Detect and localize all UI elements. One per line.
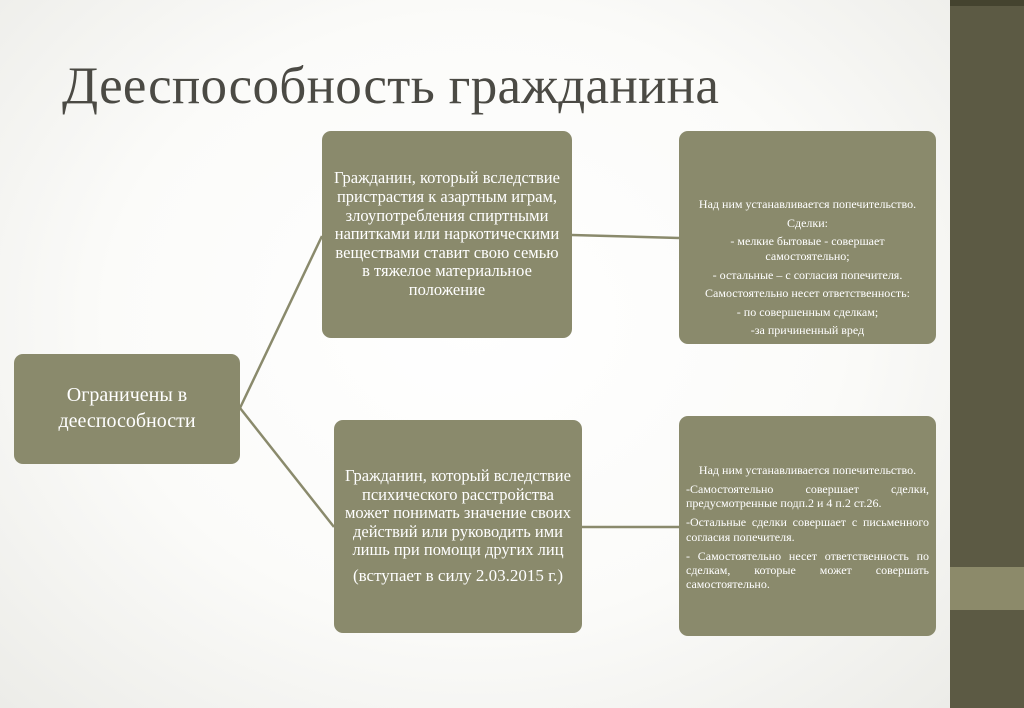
root-node xyxy=(14,354,240,464)
effective-date-note: (вступает в силу 2.03.2015 г.) xyxy=(352,565,564,585)
slide-title: Дееспособность гражданина xyxy=(62,57,720,115)
consequence-line: - Самостоятельно несет ответственность по сделкам, которые может совершать самостоятельно. xyxy=(686,548,929,591)
consequence-line: Самостоятельно несет ответственность: xyxy=(705,286,910,301)
consequence-line: - мелкие бытовые - совершает самостоятельно; xyxy=(730,234,885,263)
root-node-text: Ограничены в дееспособности xyxy=(58,384,196,432)
consequence-line: -Остальные сделки совершает с письменного согласия попечителя. xyxy=(686,515,929,544)
consequence-line: Над ним устанавливается попечительство. xyxy=(698,462,917,477)
consequence-line: - по совершенным сделкам; xyxy=(736,304,879,319)
consequence-line: -за причиненный вред xyxy=(750,323,865,338)
consequence-line: - остальные – с согласия попечителя. xyxy=(712,267,903,282)
connector-root-bottom xyxy=(240,408,334,527)
consequence-line: -Самостоятельно совершает сделки, предусмотренные подп.2 и 4 п.2 ст.26. xyxy=(686,482,929,511)
condition-text: Гражданин, который вследствие пристрастия к азартным играм, злоупотребления спиртными напитками или наркотическими веществами ставит свою семью в тяжелое материальное положение xyxy=(334,168,560,300)
condition-text: Гражданин, который вследствие психического расстройства может понимать значение своих действий или руководить ими лишь при помощи других лиц xyxy=(344,466,572,560)
consequence-node-mental-disorder xyxy=(679,416,936,636)
consequence-line: Над ним устанавливается попечительство. xyxy=(698,197,917,211)
consequence-node-addiction xyxy=(679,131,936,344)
condition-node-mental-disorder xyxy=(334,420,582,633)
connector-top-right xyxy=(572,235,679,238)
connector-root-top xyxy=(240,236,322,408)
condition-node-addiction xyxy=(322,131,572,338)
consequence-line: Сделки: xyxy=(786,215,828,230)
